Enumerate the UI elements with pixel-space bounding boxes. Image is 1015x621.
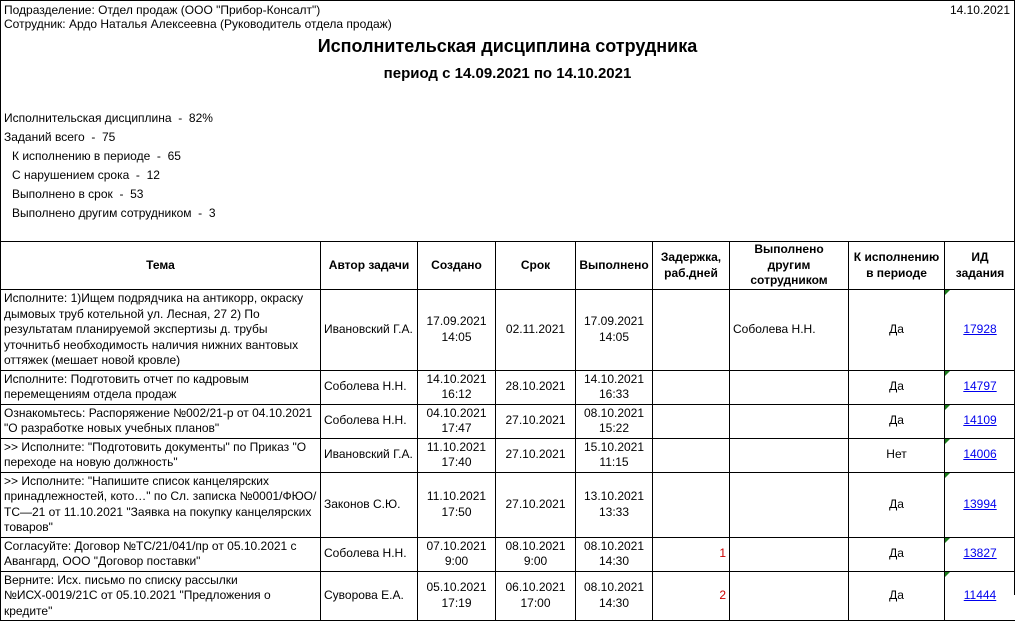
cell-author: Ивановский Г.А. [321,438,418,472]
col-in-period: К исполнению в периоде [849,242,945,290]
cell-task-id [945,438,1015,472]
table-row [1,537,1015,571]
table-row [1,438,1015,472]
stat-on-time: Выполнено в срок - 53 [12,187,143,201]
col-done-by-other: Выполнено другим сотрудником [730,242,849,290]
cell-topic: >> Исполните: "Подготовить документы" по Приказ "О переходе на новую должность" [1,438,321,472]
cell-delay [653,472,730,537]
cell-done: 08.10.2021 14:30 [576,537,653,571]
task-id-link[interactable]: 14006 [963,447,996,461]
cell-in-period: Нет [849,438,945,472]
cell-task-id [945,472,1015,537]
stat-overdue: С нарушением срока - 12 [12,168,160,182]
table-row [1,370,1015,404]
cell-due: 08.10.2021 9:00 [496,537,576,571]
cell-due: 28.10.2021 [496,370,576,404]
cell-in-period: Да [849,472,945,537]
cell-author: Соболева Н.Н. [321,404,418,438]
cell-done: 13.10.2021 13:33 [576,472,653,537]
cell-topic: Исполните: Подготовить отчет по кадровым перемещениям отдела продаж [1,370,321,404]
cell-delay [653,290,730,371]
cell-topic: Исполните: 1)Ищем подрядчика на антикорр, окраску дымовых труб котельной ул. Лесная, 27 2) По результатам планируемой экспертизы д. трубы уточнитьб необходимость наличия нижних вантовых оттяжек (мешает новой кровле) [1,290,321,371]
cell-author: Ивановский Г.А. [321,290,418,371]
report-period: период с 14.09.2021 по 14.10.2021 [0,65,1015,82]
tasks-table [0,241,1015,621]
stat-in-period: К исполнению в периоде - 65 [12,149,181,163]
report-title: Исполнительская дисциплина сотрудника [0,36,1015,57]
col-author: Автор задачи [321,242,418,290]
cell-done-by-other [730,370,849,404]
cell-done: 14.10.2021 16:33 [576,370,653,404]
cell-done-by-other [730,537,849,571]
cell-due: 27.10.2021 [496,438,576,472]
table-row [1,472,1015,537]
col-task-id: ИД задания [945,242,1015,290]
col-delay: Задержка, раб.дней [653,242,730,290]
cell-in-period: Да [849,404,945,438]
cell-done-by-other [730,472,849,537]
cell-in-period: Да [849,537,945,571]
task-id-link[interactable]: 11444 [964,588,996,602]
cell-created: 17.09.2021 14:05 [418,290,496,371]
cell-topic: Согласуйте: Договор №ТС/21/041/пр от 05.10.2021 с Авангард, ООО "Договор поставки" [1,537,321,571]
col-topic: Тема [1,242,321,290]
cell-author: Законов С.Ю. [321,472,418,537]
cell-task-id [945,404,1015,438]
cell-delay: 2 [653,571,730,621]
cell-delay: 1 [653,537,730,571]
cell-done-by-other: Соболева Н.Н. [730,290,849,371]
cell-in-period: Да [849,370,945,404]
cell-done: 08.10.2021 15:22 [576,404,653,438]
cell-task-id [945,537,1015,571]
cell-created: 14.10.2021 16:12 [418,370,496,404]
task-id-link[interactable]: 14109 [963,413,996,427]
cell-created: 07.10.2021 9:00 [418,537,496,571]
cell-author: Соболева Н.Н. [321,370,418,404]
stat-done-by-other: Выполнено другим сотрудником - 3 [12,206,216,220]
cell-done: 08.10.2021 14:30 [576,571,653,621]
cell-topic: >> Исполните: "Напишите список канцелярских принадлежностей, кото…" по Сл. записка №0001/ФЮО/ТС—21 от 11.10.2021 "Заявка на покупку канцелярских товаров" [1,472,321,537]
cell-author: Суворова Е.А. [321,571,418,621]
col-done: Выполнено [576,242,653,290]
cell-created: 05.10.2021 17:19 [418,571,496,621]
col-due: Срок [496,242,576,290]
cell-topic: Ознакомьтесь: Распоряжение №002/21-р от 04.10.2021 "О разработке новых учебных планов" [1,404,321,438]
cell-due: 27.10.2021 [496,472,576,537]
stat-total: Заданий всего - 75 [4,130,115,144]
department-label: Подразделение: Отдел продаж (ООО "Прибор-Консалт") [4,3,320,17]
cell-task-id [945,370,1015,404]
cell-task-id [945,290,1015,371]
cell-done: 15.10.2021 11:15 [576,438,653,472]
cell-due: 27.10.2021 [496,404,576,438]
cell-created: 04.10.2021 17:47 [418,404,496,438]
cell-due: 06.10.2021 17:00 [496,571,576,621]
task-id-link[interactable]: 13827 [963,546,996,560]
cell-in-period: Да [849,571,945,621]
task-id-link[interactable]: 13994 [963,497,996,511]
cell-due: 02.11.2021 [496,290,576,371]
cell-delay [653,438,730,472]
task-id-link[interactable]: 14797 [963,379,996,393]
table-header-row [1,242,1015,290]
task-id-link[interactable]: 17928 [963,322,996,336]
cell-in-period: Да [849,290,945,371]
report-date: 14.10.2021 [950,3,1010,17]
cell-author: Соболева Н.Н. [321,537,418,571]
employee-label: Сотрудник: Ардо Наталья Алексеевна (Руководитель отдела продаж) [4,17,392,31]
table-row [1,290,1015,371]
cell-delay [653,404,730,438]
table-row [1,404,1015,438]
cell-delay [653,370,730,404]
cell-created: 11.10.2021 17:40 [418,438,496,472]
col-created: Создано [418,242,496,290]
stat-discipline: Исполнительская дисциплина - 82% [4,111,213,125]
cell-done-by-other [730,404,849,438]
cell-done: 17.09.2021 14:05 [576,290,653,371]
cell-topic: Верните: Исх. письмо по списку рассылки №ИСХ-0019/21С от 05.10.2021 "Предложения о кредите" [1,571,321,621]
cell-created: 11.10.2021 17:50 [418,472,496,537]
cell-done-by-other [730,438,849,472]
